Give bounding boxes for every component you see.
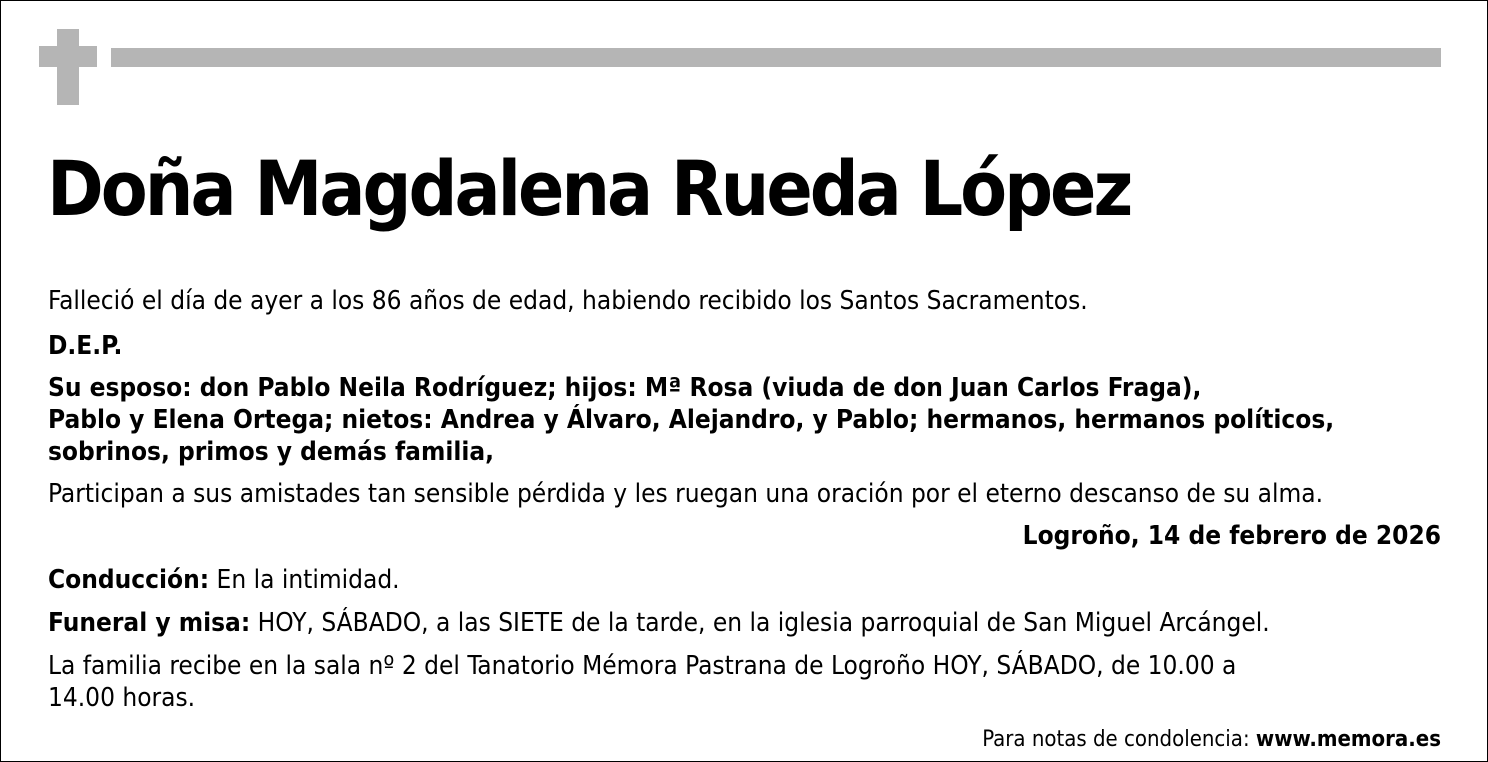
family-line-3: sobrinos, primos y demás familia,: [48, 437, 495, 467]
family-line-2: Pablo y Elena Ortega; nietos: Andrea y Álvaro, Alejandro, y Pablo; hermanos, hermanos políticos,: [48, 405, 1335, 435]
family-list: [48, 372, 1334, 468]
family-reception-line-1: La familia recibe en la sala nº 2 del Tanatorio Mémora Pastrana de Logroño HOY, SÁBADO, de 10.00 a: [48, 651, 1237, 681]
condolence-note: [982, 726, 1441, 754]
deceased-name: Doña Magdalena Rueda López: [47, 144, 1131, 233]
conduccion-line: [48, 564, 400, 596]
participation-text: Participan a sus amistades tan sensible pérdida y les ruegan una oración por el eterno descanso de su alma.: [48, 479, 1324, 509]
place-date: Logroño, 14 de febrero de 2026: [1022, 521, 1441, 551]
cross-icon: [57, 29, 79, 105]
dep-label: D.E.P.: [48, 331, 123, 361]
cross-icon-bar: [39, 46, 97, 67]
family-reception-line-2: 14.00 horas.: [48, 683, 196, 713]
family-reception: [48, 650, 1236, 714]
condolence-label: Para notas de condolencia:: [982, 727, 1256, 752]
conduccion-label: Conducción:: [48, 565, 210, 595]
condolence-link[interactable]: www.memora.es: [1255, 727, 1441, 752]
funeral-value: HOY, SÁBADO, a las SIETE de la tarde, en la iglesia parroquial de San Miguel Arcángel.: [250, 608, 1270, 638]
funeral-line: [48, 607, 1270, 639]
family-line-1: Su esposo: don Pablo Neila Rodríguez; hijos: Mª Rosa (viuda de don Juan Carlos Fraga),: [48, 373, 1202, 403]
header-rule: [111, 48, 1441, 67]
death-announcement: Falleció el día de ayer a los 86 años de edad, habiendo recibido los Santos Sacramentos.: [48, 286, 1088, 316]
funeral-label: Funeral y misa:: [48, 608, 251, 638]
conduccion-value: En la intimidad.: [209, 565, 400, 595]
